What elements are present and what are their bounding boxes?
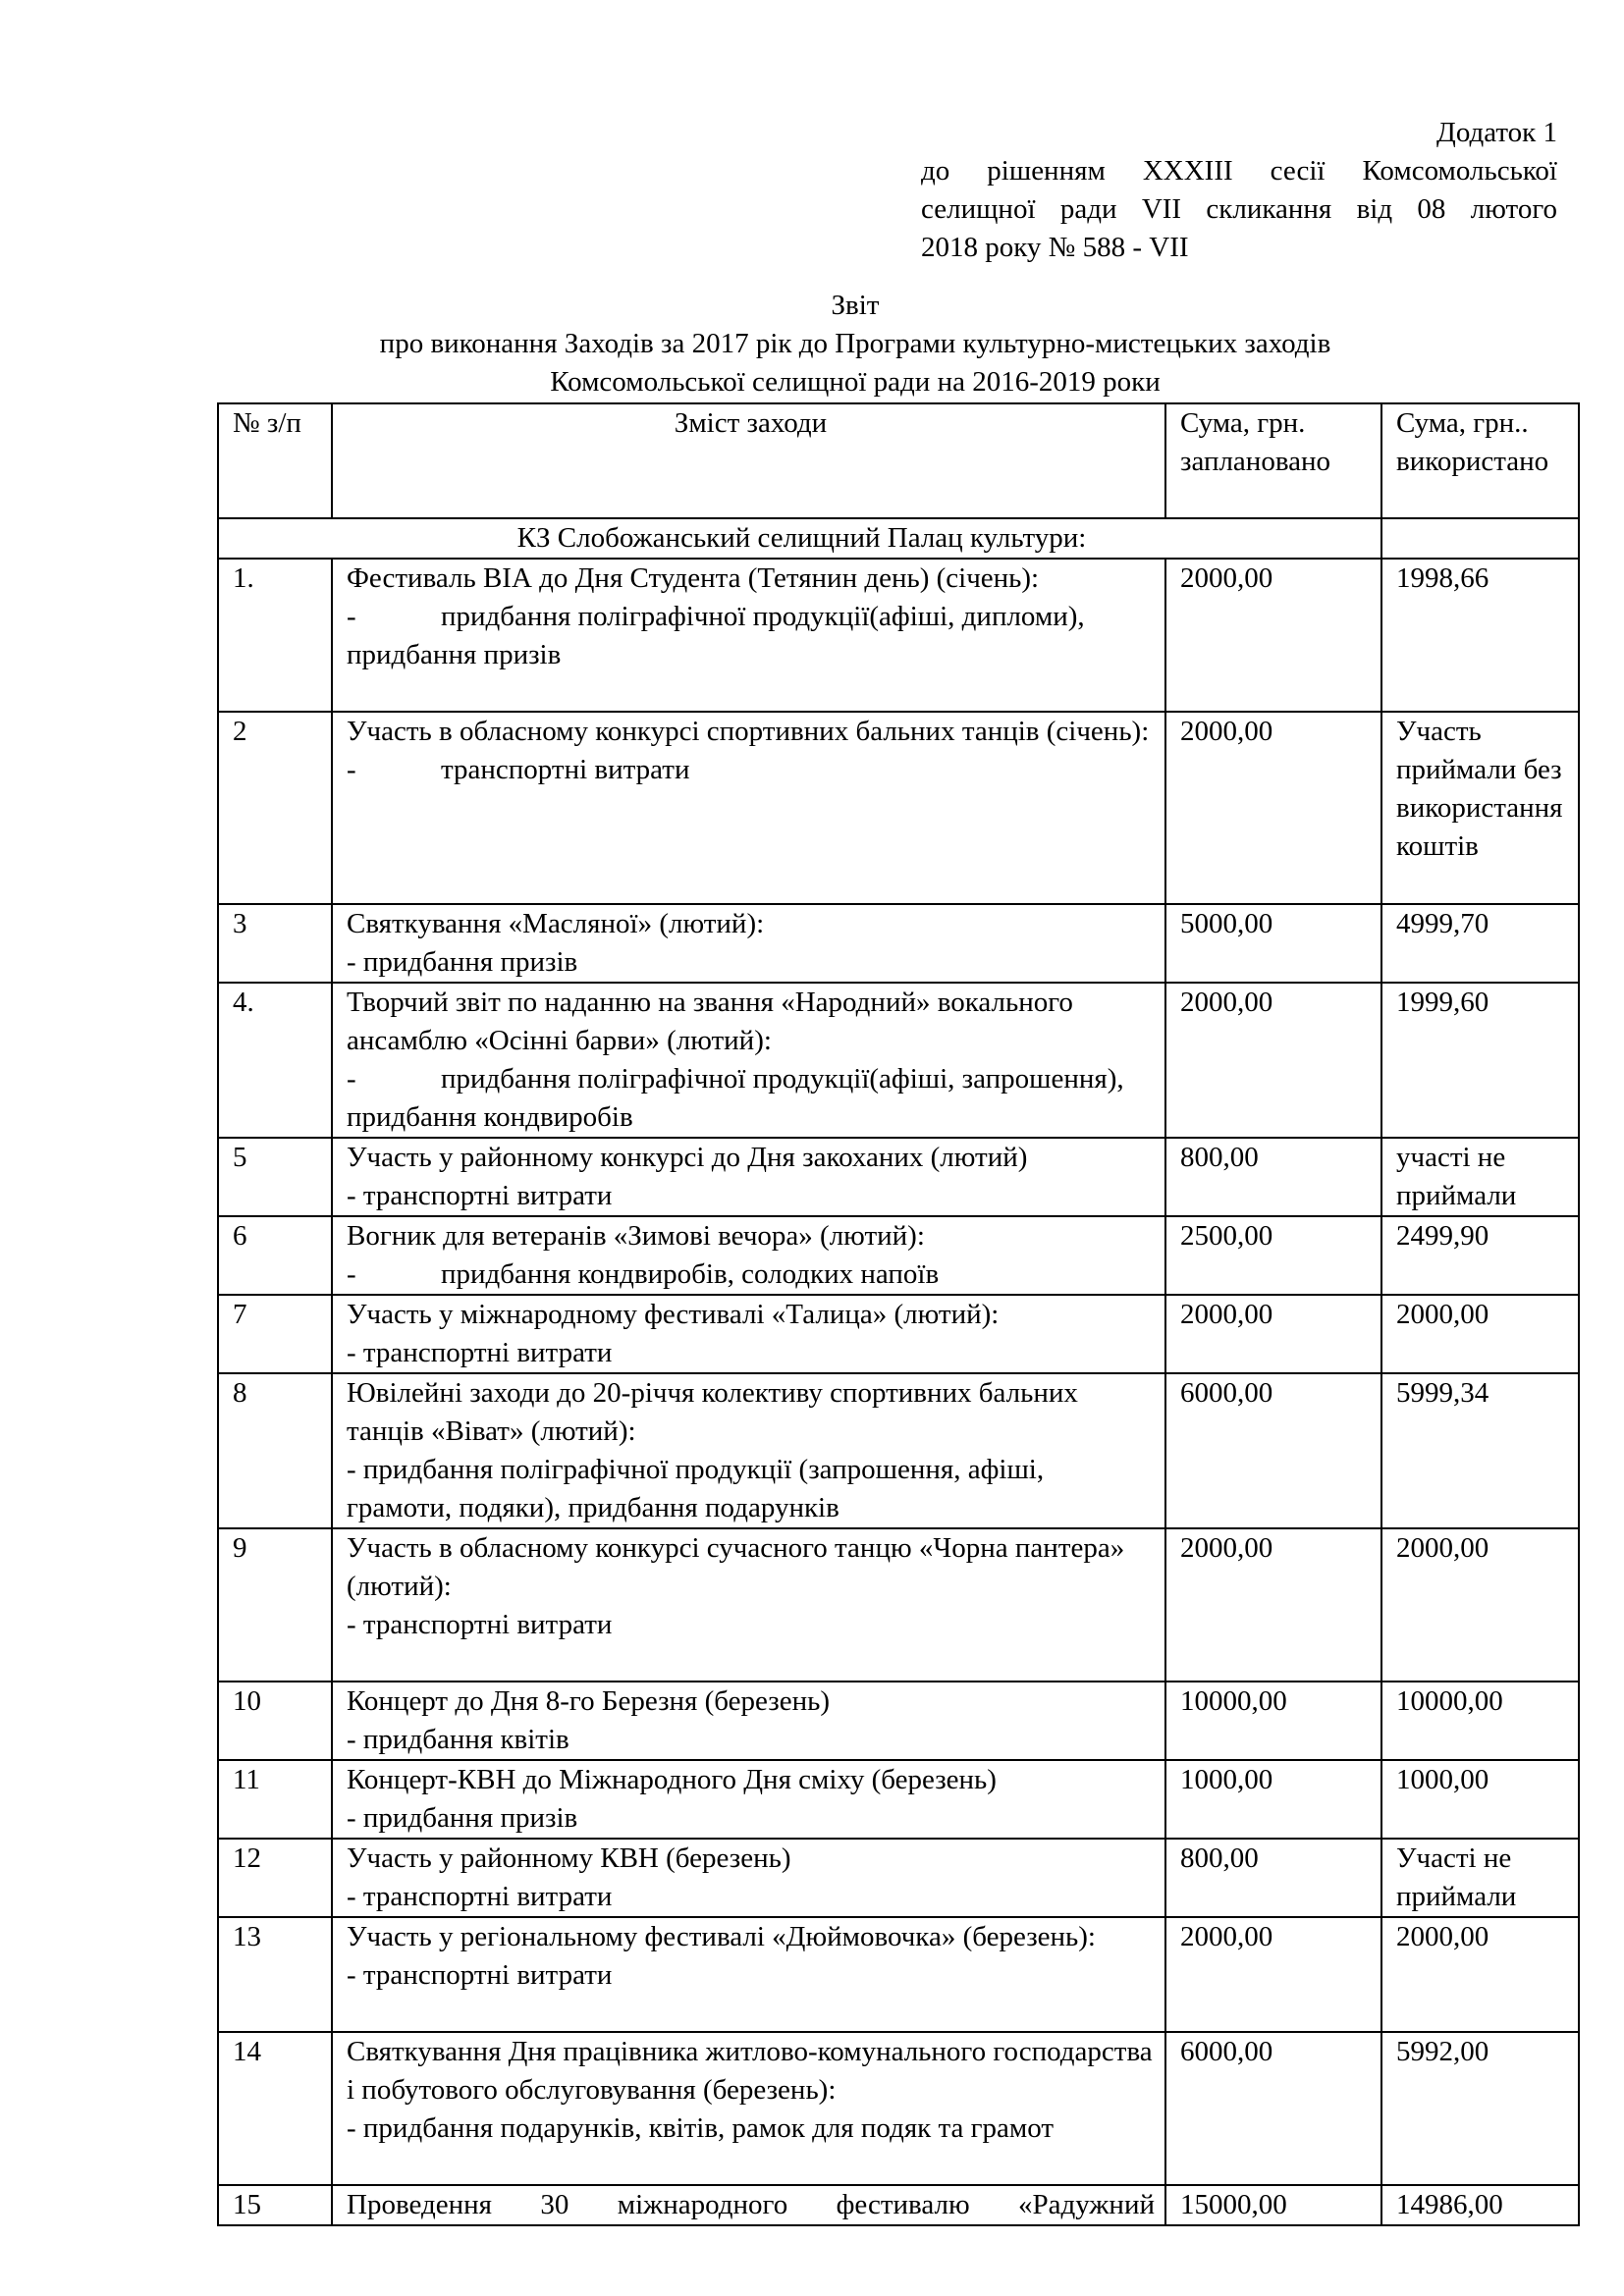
table-row	[218, 1682, 1579, 1760]
header-num: № з/п	[218, 403, 332, 518]
row-planned: 1000,00	[1165, 1760, 1381, 1839]
row-planned: 6000,00	[1165, 2032, 1381, 2185]
table-row	[218, 1138, 1579, 1216]
row-title: Проведення 30 міжнародного фестивалю «Радужний	[347, 2189, 1155, 2220]
report-subtitle: Комсомольської селищної ради на 2016-2019 роки	[550, 366, 1161, 398]
table-row	[218, 1839, 1579, 1917]
row-title: Вогник для ветеранів «Зимові вечора» (лютий):	[347, 1220, 925, 1252]
table-row	[218, 904, 1579, 983]
appendix-line: Додаток 1	[1436, 117, 1557, 148]
row-number: 7	[218, 1295, 332, 1373]
report-subtitle: про виконання Заходів за 2017 рік до Програми культурно-мистецьких заходів	[379, 328, 1331, 359]
appendix-note	[921, 114, 1557, 267]
row-description	[332, 904, 1165, 983]
row-used: участі не приймали	[1381, 1138, 1579, 1216]
row-detail: - транспортні витрати	[347, 1337, 613, 1368]
row-description	[332, 1682, 1165, 1760]
row-planned: 6000,00	[1165, 1373, 1381, 1528]
row-title: Фестиваль ВІА до Дня Студента (Тетянин день) (січень):	[347, 562, 1040, 594]
row-detail: - транспортні витрати	[347, 1180, 613, 1211]
row-number: 14	[218, 2032, 332, 2185]
row-number: 6	[218, 1216, 332, 1295]
table-row	[218, 559, 1579, 712]
row-description	[332, 1528, 1165, 1682]
row-planned: 2000,00	[1165, 1528, 1381, 1682]
appendix-line: 2018 року № 588 - VII	[921, 232, 1189, 263]
row-number: 9	[218, 1528, 332, 1682]
row-used: Участь приймали без використання коштів	[1381, 712, 1579, 904]
row-title: Святкування Дня працівника житлово-комунального господарства і побутового обслуговування (березень):	[347, 2036, 1153, 2106]
row-description	[332, 1373, 1165, 1528]
row-description	[332, 1295, 1165, 1373]
report-table-body	[218, 403, 1579, 2225]
report-table	[217, 402, 1580, 2226]
row-planned: 800,00	[1165, 1839, 1381, 1917]
row-detail: - придбання поліграфічної продукції(афіші, дипломи), придбання призів	[347, 598, 1155, 674]
table-row	[218, 1373, 1579, 1528]
row-detail: - транспортні витрати	[347, 1881, 613, 1912]
header-planned: Сума, грн. заплановано	[1165, 403, 1381, 518]
row-used: 1999,60	[1381, 983, 1579, 1138]
report-title: Звіт	[831, 290, 880, 321]
row-detail: - транспортні витрати	[347, 1959, 613, 1991]
row-description	[332, 1917, 1165, 2032]
row-planned: 15000,00	[1165, 2185, 1381, 2225]
row-number: 12	[218, 1839, 332, 1917]
appendix-line: до рішенням XXXIII сесії Комсомольської	[921, 155, 1557, 187]
row-detail: - придбання поліграфічної продукції(афіші, запрошення), придбання кондвиробів	[347, 1060, 1155, 1137]
row-detail: - придбання квітів	[347, 1724, 569, 1755]
row-used: 1998,66	[1381, 559, 1579, 712]
row-used: 4999,70	[1381, 904, 1579, 983]
row-detail-dash: -	[347, 754, 356, 785]
table-row	[218, 2032, 1579, 2185]
row-number: 11	[218, 1760, 332, 1839]
row-description	[332, 559, 1165, 712]
row-number: 3	[218, 904, 332, 983]
row-planned: 800,00	[1165, 1138, 1381, 1216]
row-detail: - транспортні витрати	[347, 751, 1155, 789]
row-number: 4.	[218, 983, 332, 1138]
appendix-line: селищної ради VII скликання від 08 лютого	[921, 193, 1557, 225]
row-number: 5	[218, 1138, 332, 1216]
table-row	[218, 2185, 1579, 2225]
row-title: Концерт до Дня 8-го Березня (березень)	[347, 1685, 830, 1717]
row-planned: 2000,00	[1165, 559, 1381, 712]
row-title: Участь в обласному конкурсі спортивних бальних танців (січень):	[347, 716, 1150, 747]
row-used: Участі не приймали	[1381, 1839, 1579, 1917]
row-used: 2499,90	[1381, 1216, 1579, 1295]
row-description	[332, 2185, 1165, 2225]
header-used: Сума, грн.. використано	[1381, 403, 1579, 518]
row-number: 13	[218, 1917, 332, 2032]
row-planned: 10000,00	[1165, 1682, 1381, 1760]
row-description	[332, 1216, 1165, 1295]
header-content: Зміст заходи	[332, 403, 1165, 518]
row-description	[332, 712, 1165, 904]
row-number: 15	[218, 2185, 332, 2225]
row-detail: - придбання поліграфічної продукції (запрошення, афіші, грамоти, подяки), придбання подарунків	[347, 1454, 1045, 1523]
row-number: 10	[218, 1682, 332, 1760]
row-description	[332, 1138, 1165, 1216]
row-planned: 2000,00	[1165, 1295, 1381, 1373]
table-row	[218, 983, 1579, 1138]
row-number: 8	[218, 1373, 332, 1528]
table-row	[218, 1760, 1579, 1839]
row-description	[332, 1760, 1165, 1839]
row-used: 5999,34	[1381, 1373, 1579, 1528]
table-row	[218, 1216, 1579, 1295]
section-title: КЗ Слобожанський селищний Палац культури:	[218, 518, 1381, 559]
row-title: Участь у міжнародному фестивалі «Талица» (лютий):	[347, 1299, 1000, 1330]
section-empty-cell	[1381, 518, 1579, 559]
report-heading	[217, 287, 1493, 401]
row-planned: 2000,00	[1165, 983, 1381, 1138]
row-used: 14986,00	[1381, 2185, 1579, 2225]
row-detail: - придбання призів	[347, 1802, 578, 1834]
row-title: Участь у регіональному фестивалі «Дюймовочка» (березень):	[347, 1921, 1096, 1952]
row-used: 1000,00	[1381, 1760, 1579, 1839]
header-row	[218, 403, 1579, 518]
table-row	[218, 1917, 1579, 2032]
row-used: 5992,00	[1381, 2032, 1579, 2185]
row-detail: - придбання кондвиробів, солодких напоїв	[347, 1255, 1155, 1294]
row-planned: 5000,00	[1165, 904, 1381, 983]
row-used: 2000,00	[1381, 1295, 1579, 1373]
row-planned: 2000,00	[1165, 1917, 1381, 2032]
row-title: Ювілейні заходи до 20-річчя колективу спортивних бальних танців «Віват» (лютий):	[347, 1377, 1078, 1447]
row-detail: - придбання подарунків, квітів, рамок для подяк та грамот	[347, 2112, 1055, 2144]
row-title: Концерт-КВН до Міжнародного Дня сміху (березень)	[347, 1764, 997, 1795]
table-row	[218, 1528, 1579, 1682]
row-planned: 2500,00	[1165, 1216, 1381, 1295]
row-description	[332, 1839, 1165, 1917]
row-title: Участь у районному конкурсі до Дня закоханих (лютий)	[347, 1142, 1028, 1173]
row-detail: - придбання призів	[347, 946, 578, 978]
row-title: Святкування «Масляної» (лютий):	[347, 908, 765, 939]
row-detail-dash: -	[347, 1258, 356, 1290]
row-number: 1.	[218, 559, 332, 712]
table-row	[218, 1295, 1579, 1373]
row-title: Участь у районному КВН (березень)	[347, 1842, 791, 1874]
row-description	[332, 983, 1165, 1138]
row-title: Участь в обласному конкурсі сучасного танцю «Чорна пантера» (лютий):	[347, 1532, 1125, 1602]
row-description	[332, 2032, 1165, 2185]
row-used: 10000,00	[1381, 1682, 1579, 1760]
row-used: 2000,00	[1381, 1528, 1579, 1682]
row-detail-dash: -	[347, 601, 356, 632]
table-row	[218, 712, 1579, 904]
row-detail-dash: -	[347, 1063, 356, 1095]
section-row	[218, 518, 1579, 559]
row-title: Творчий звіт по наданню на звання «Народний» вокального ансамблю «Осінні барви» (лютий):	[347, 987, 1073, 1056]
row-planned: 2000,00	[1165, 712, 1381, 904]
row-detail: - транспортні витрати	[347, 1609, 613, 1640]
row-used: 2000,00	[1381, 1917, 1579, 2032]
row-number: 2	[218, 712, 332, 904]
